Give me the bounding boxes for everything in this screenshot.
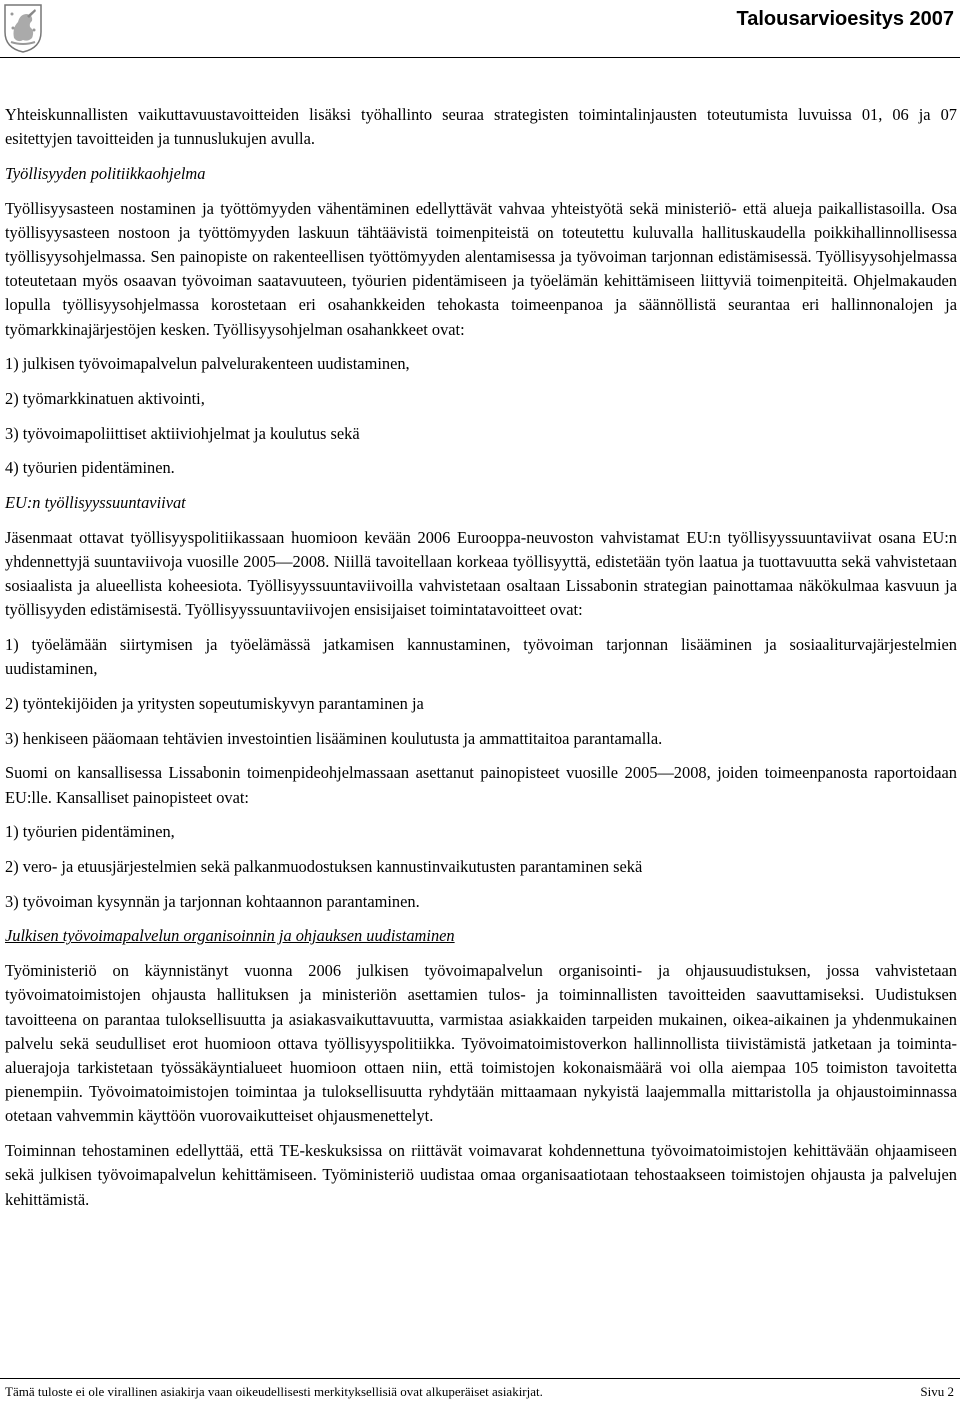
lisbon-programme-paragraph: Suomi on kansallisessa Lissabonin toimenpideohjelmassaan asettanut painopisteet vuosille 2005—2008, joiden toimeenpanosta raportoidaan EU:lle. Kansalliset painopisteet ovat: — [5, 763, 957, 807]
document-body — [5, 103, 957, 1212]
list-item: 3) henkiseen pääomaan tehtävien investointien lisääminen koulutusta ja ammattitaitoa parantamalla. — [5, 728, 663, 748]
footer-disclaimer: Tämä tuloste ei ole virallinen asiakirja vaan oikeudellisesti merkityksellisiä ovat alkuperäiset asiakirjat. — [5, 1384, 543, 1399]
footer-divider — [0, 1378, 960, 1379]
list-item: 1) työurien pidentäminen, — [5, 822, 175, 842]
te-centres-paragraph: Toiminnan tehostaminen edellyttää, että TE-keskuksissa on riittävät voimavarat kohdennettuna työvoimatoimistojen kehittävään ohjaamiseen sekä julkisen työvoimapalvelun kehittämiseen. Työministeriö uudistaa omaa organisaatiotaan tehostaakseen toimistojen ohjausta ja palvelujen kehittämistä. — [5, 1141, 957, 1209]
section-heading-eu-guidelines: EU:n työllisyyssuuntaviivat — [5, 493, 186, 513]
coat-of-arms-logo — [2, 2, 44, 54]
eu-guidelines-paragraph: Jäsenmaat ottavat työllisyyspolitiikassaan huomioon kevään 2006 Eurooppa-neuvoston vahvistamat EU:n työllisyyssuuntaviivat osana EU:n yhdennettyjä suuntaviivoja vuosille 2005—2008. Niillä tavoitellaan korkeaa työllisyyttä, edistetään työn laatua ja tuottavuutta sekä vahvistetaan sosiaalista ja alueellista koheesiota. Työllisyyssuuntaviivoilla vahvistetaan osaltaan Lissabonin strategian painottamaa näkökulmaa kasvuun ja työllisyyden edistämisestä. Työllisyyssuuntaviivojen ensisijaiset toimintatavoitteet ovat: — [5, 527, 957, 620]
public-employment-reform-paragraph: Työministeriö on käynnistänyt vuonna 2006 julkisen työvoimapalvelun organisointi- ja ohjausuudistuksen, jossa vahvistetaan työvoimatoimistojen ohjausta hallituksen ja ministeriön asettamien tulos- ja toiminnallisten tavoitteiden saavuttamiseksi. Uudistuksen tavoitteena on parantaa tuloksellisuutta ja asiakasvaikuttavuutta, varmistaa asiakkaiden tarpeiden mukainen, oikea-aikainen ja yhdenmukainen palvelu sekä seudulliset erot huomioon ottava työllisyyspolitiikka. Työvoimatoimistoverkon hallinnollista tiivistämistä jatketaan ja toiminta-aluerajoja tarkistetaan työssäkäyntialueet huomioon ottaen niin, että toimistojen kokonaismäärä voi olla aiempaa 105 toimiston tavoitetta pienempiin. Työvoimatoimistojen toimintaa ja tuloksellisuutta ryhdytään mittaamaan nykyistä laajemmalla mittaristolla ja ohjaustoiminnassa otetaan vahvemmin käyttöön vuorovaikutteiset ohjausmenettelyt. — [5, 961, 957, 1126]
list-item: 4) työurien pidentäminen. — [5, 458, 175, 478]
list-item: 1) julkisen työvoimapalvelun palvelurakenteen uudistaminen, — [5, 354, 410, 374]
employment-programme-paragraph: Työllisyysasteen nostaminen ja työttömyyden vähentäminen edellyttävät vahvaa yhteistyötä sekä ministeriö- että alueja paikallistasoilla. Osa työllisyysasteen nostoon ja työttömyyden laskuun tähtäävistä toimenpiteistä on toteutettu kuluvalla hallituskaudella poikkihallinnollisessa työllisyysohjelmassa. Sen painopiste on rakenteellisen työttömyyden alentamisessa ja työvoiman tarjonnan edistämisessä. Työllisyysohjelmassa toteutetaan myös osaavan työvoiman saatavuuteen, työurien pidentämiseen ja työelämän kehittämiseen liittyviä toimenpiteitä. Ohjelmakauden lopulla työllisyysohjelmassa korostetaan eri osahankkeiden tehokasta toimeenpanoa ja säännöllistä seurantaa eri hallinnonalojen ja työmarkkinajärjestöjen kesken. Työllisyysohjelman osahankkeet ovat: — [5, 198, 957, 339]
list-item: 3) työvoiman kysynnän ja tarjonnan kohtaannon parantaminen. — [5, 891, 420, 911]
list-item: 3) työvoimapoliittiset aktiiviohjelmat ja koulutus sekä — [5, 423, 360, 443]
section-heading-public-employment-reform: Julkisen työvoimapalvelun organisoinnin ja ohjauksen uudistaminen — [5, 926, 455, 946]
header-divider — [0, 57, 960, 58]
lion-emblem-icon — [2, 2, 44, 54]
list-item: 1) työelämään siirtymisen ja työelämässä jatkamisen kannustaminen, työvoiman tarjonnan lisääminen ja sosiaaliturvajärjestelmien uudistaminen, — [5, 635, 957, 679]
page-number: Sivu 2 — [920, 1384, 954, 1399]
section-heading-employment-programme: Työllisyyden politiikkaohjelma — [5, 163, 206, 183]
document-title: Talousarvioesitys 2007 — [736, 8, 954, 30]
list-item: 2) työmarkkinatuen aktivointi, — [5, 389, 205, 409]
list-item: 2) vero- ja etuusjärjestelmien sekä palkanmuodostuksen kannustinvaikutusten parantaminen sekä — [5, 857, 643, 877]
intro-paragraph: Yhteiskunnallisten vaikuttavuustavoitteiden lisäksi työhallinto seuraa strategisten toimintalinjausten toteutumista luvuissa 01, 06 ja 07 esitettyjen tavoitteiden ja tunnuslukujen avulla. — [5, 105, 957, 149]
list-item: 2) työntekijöiden ja yritysten sopeutumiskyvyn parantaminen ja — [5, 694, 424, 714]
